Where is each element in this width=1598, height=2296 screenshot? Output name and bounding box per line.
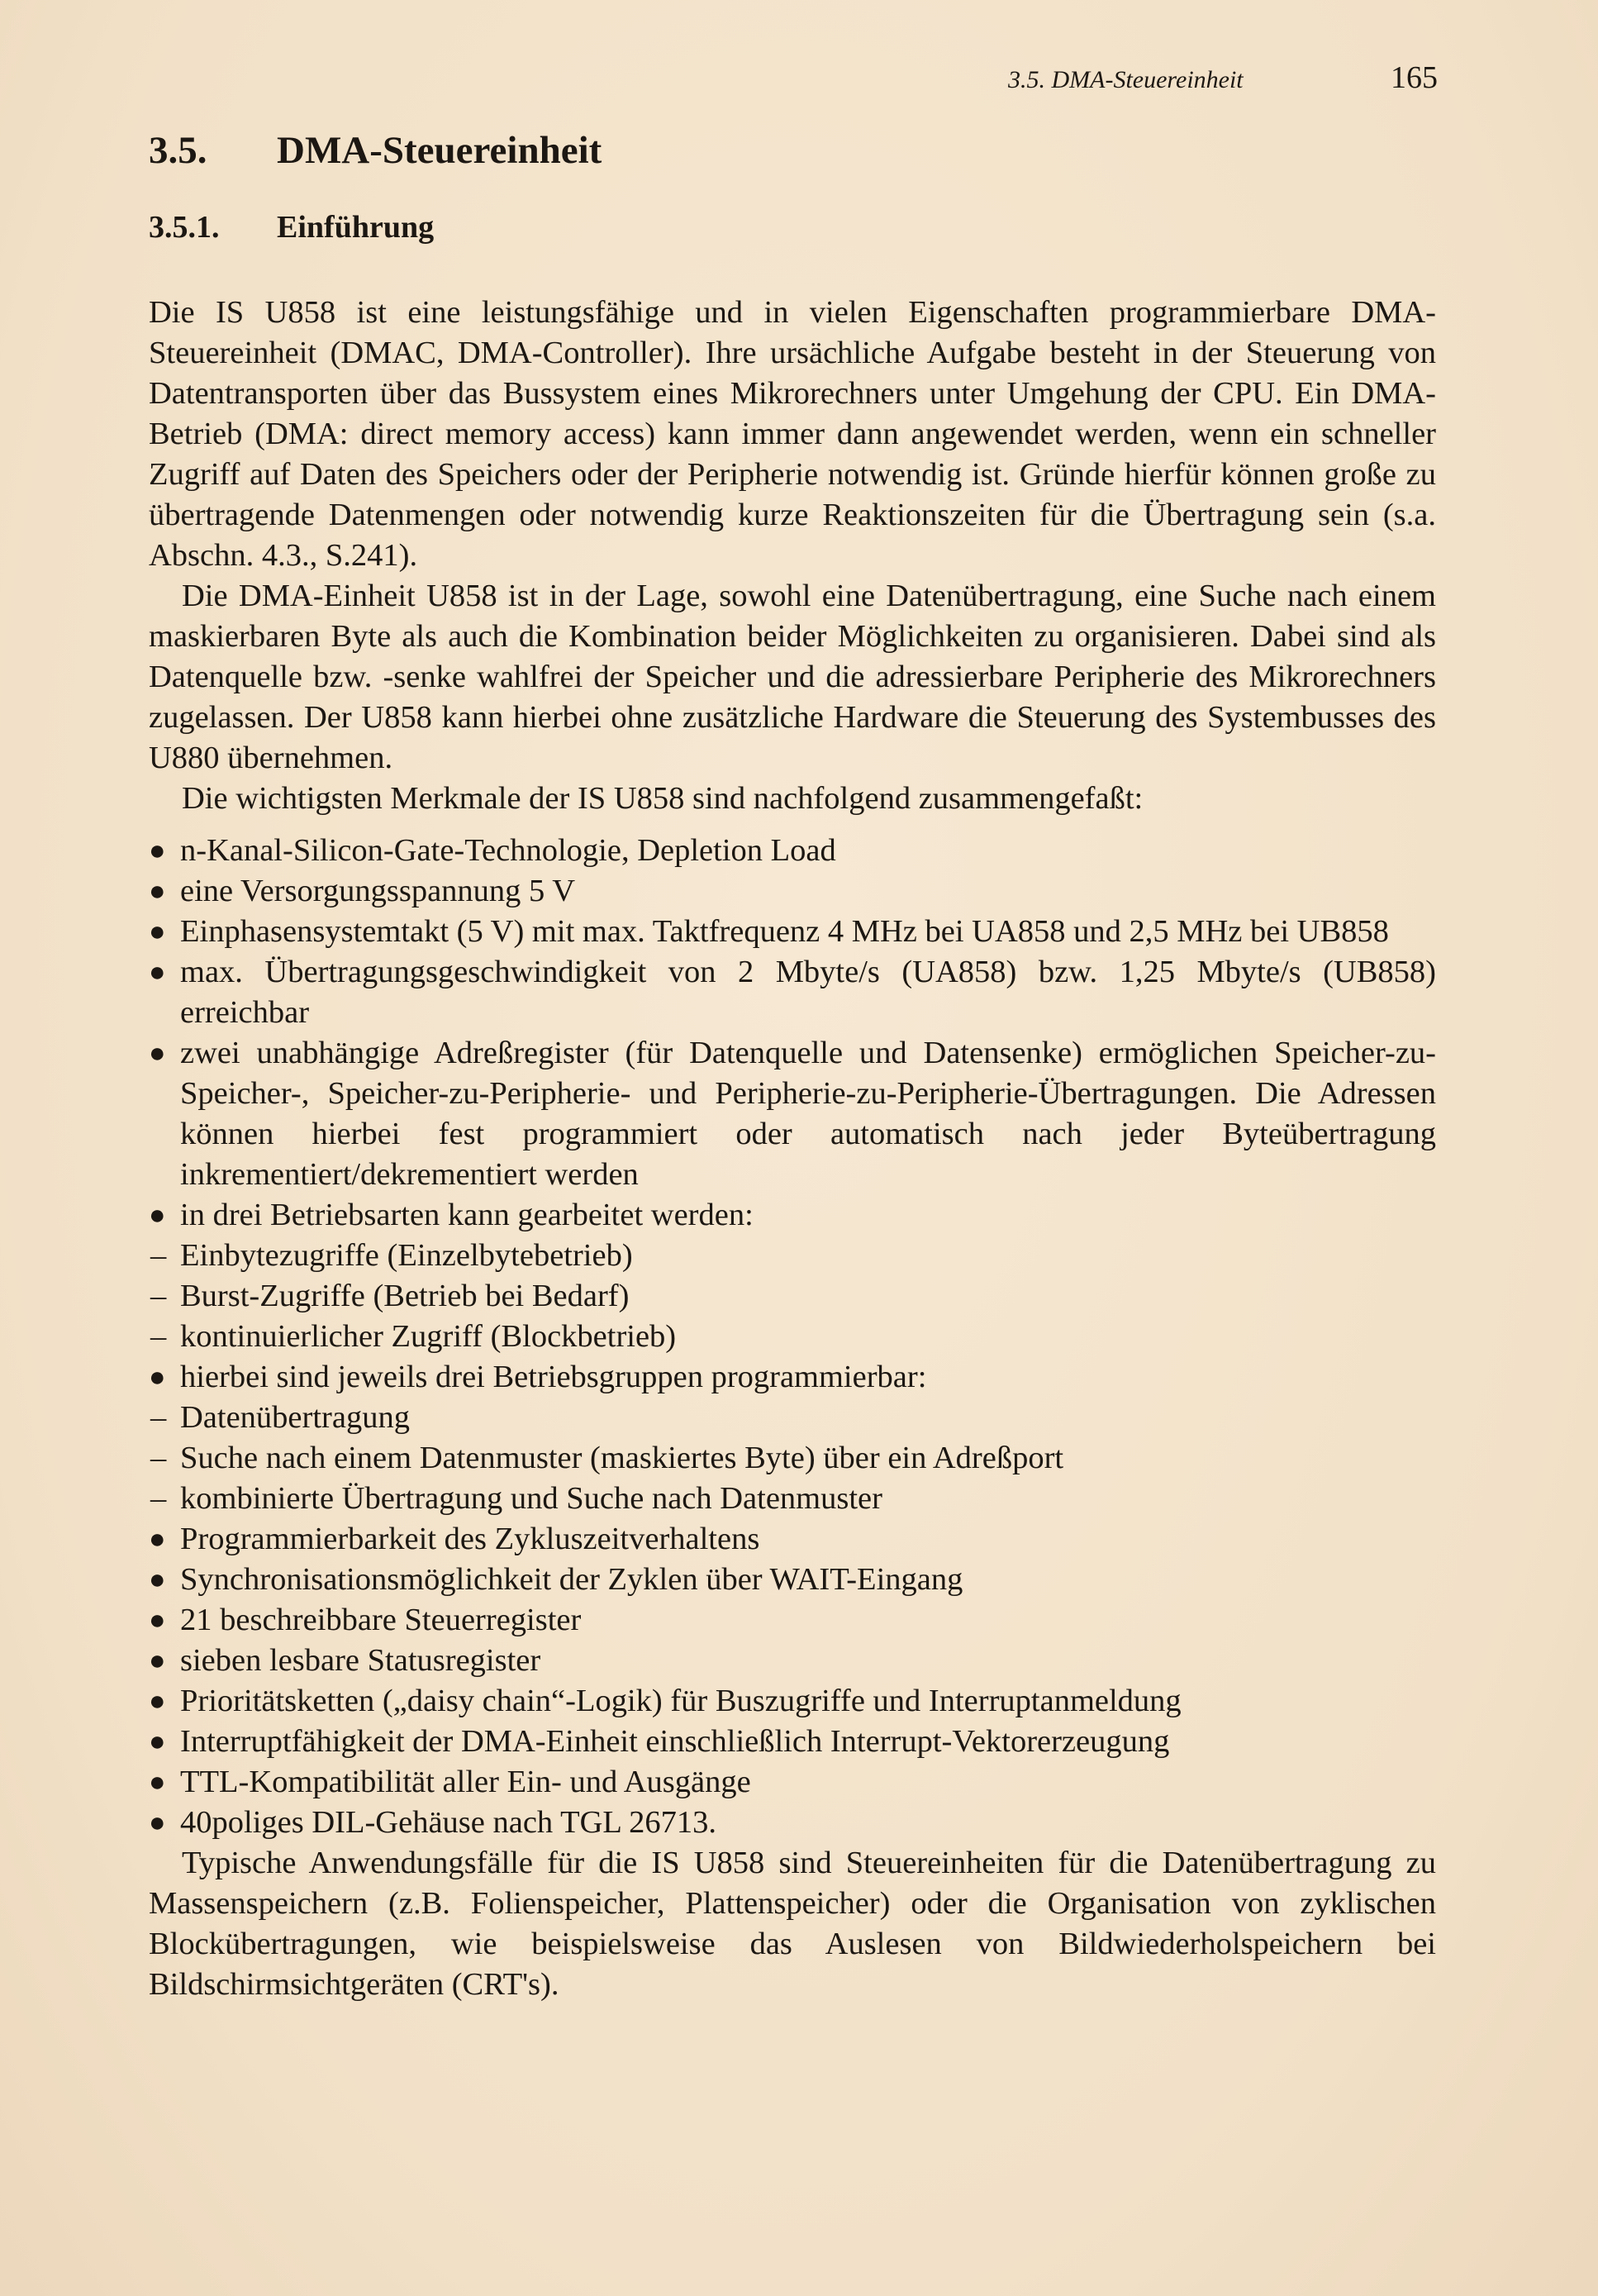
feature-text: Burst-Zugriffe (Betrieb bei Bedarf) — [180, 1279, 630, 1313]
running-title: 3.5. DMA-Steuereinheit — [1008, 66, 1244, 93]
bullet-icon: ● — [149, 1038, 166, 1069]
feature-item — [149, 831, 1436, 871]
bullet-icon: ● — [149, 1767, 166, 1798]
feature-text: kontinuierlicher Zugriff (Blockbetrieb) — [180, 1319, 677, 1354]
bullet-icon: ● — [149, 1362, 166, 1393]
feature-item — [149, 1479, 1436, 1519]
feature-item — [149, 1195, 1436, 1236]
feature-item — [149, 1398, 1436, 1438]
feature-item — [149, 1722, 1436, 1762]
intro-paragraph: Die IS U858 ist eine leistungsfähige und in vielen Eigenschaften programmierbare DMA-Steuereinheit (DMAC, DMA-Controller). Ihre ursächliche Aufgabe besteht in der Steuerung von Datentransporten über das Bussystem eines Mikrorechners unter Umgehung der CPU. Ein DMA-Betrieb (DMA: direct memory access) kann immer dann angewendet werden, wenn ein schneller Zugriff auf Daten des Speichers oder der Peripherie notwendig ist. Gründe hierfür können große zu übertragende Datenmengen oder notwendig kurze Reaktionszeiten für die Übertragung sein (s.a. Abschn. 4.3., S.241). — [149, 295, 1436, 573]
feature-text: Suche nach einem Datenmuster (maskiertes Byte) über ein Adreßport — [180, 1441, 1064, 1475]
feature-text: 40poliges DIL-Gehäuse nach TGL 26713. — [180, 1805, 716, 1840]
feature-text: max. Übertragungsgeschwindigkeit von 2 Mbyte/s (UA858) bzw. 1,25 Mbyte/s (UB858) erreichbar — [180, 955, 1436, 1030]
dash-icon: – — [150, 1481, 167, 1516]
features-intro-paragraph: Die wichtigsten Merkmale der IS U858 sind nachfolgend zusammengefaßt: — [182, 781, 1144, 816]
capabilities-paragraph: Die DMA-Einheit U858 ist in der Lage, sowohl eine Datenübertragung, eine Suche nach einem maskierbaren Byte als auch die Kombination beider Möglichkeiten zu organisieren. Dabei sind als Datenquelle bzw. -senke wahlfrei der Speicher und die adressierbare Peripherie des Mikrorechners zugelassen. Der U858 kann hierbei ohne zusätzliche Hardware die Steuerung des Systembusses des U880 übernehmen. — [149, 579, 1436, 775]
dash-icon: – — [150, 1238, 167, 1273]
feature-text: in drei Betriebsarten kann gearbeitet werden: — [180, 1198, 754, 1232]
feature-text: Interruptfähigkeit der DMA-Einheit einschließlich Interrupt-Vektorerzeugung — [180, 1724, 1170, 1759]
feature-item — [149, 1438, 1436, 1479]
running-header — [1008, 60, 1438, 101]
section-title: DMA-Steuereinheit — [277, 129, 602, 172]
feature-text: sieben lesbare Statusregister — [180, 1643, 541, 1678]
feature-item — [149, 1357, 1436, 1398]
section-heading — [149, 120, 1436, 182]
feature-text: Programmierbarkeit des Zykluszeitverhaltens — [180, 1522, 760, 1556]
feature-item — [149, 1236, 1436, 1276]
feature-text: zwei unabhängige Adreßregister (für Datenquelle und Datensenke) ermöglichen Speicher-zu-Speicher-, Speicher-zu-Peripherie- und Peripherie-zu-Peripherie-Übertragungen. Die Adressen können hierbei fest programmiert oder automatisch nach jeder Byteübertragung inkrementiert/dekrementiert werden — [180, 1036, 1436, 1192]
bullet-icon: ● — [149, 917, 166, 947]
bullet-icon: ● — [149, 1727, 166, 1757]
bullet-icon: ● — [149, 1524, 166, 1555]
feature-item — [149, 1762, 1436, 1803]
page-number: 165 — [1391, 60, 1438, 95]
feature-text: TTL-Kompatibilität aller Ein- und Ausgänge — [180, 1765, 751, 1799]
feature-text: Synchronisationsmöglichkeit der Zyklen über WAIT-Eingang — [180, 1562, 963, 1597]
dash-icon: – — [150, 1319, 167, 1354]
feature-text: hierbei sind jeweils drei Betriebsgruppen programmierbar: — [180, 1360, 927, 1394]
feature-text: Prioritätsketten („daisy chain“-Logik) für Buszugriffe und Interruptanmeldung — [180, 1684, 1182, 1718]
subsection-heading — [149, 182, 1436, 273]
feature-text: 21 beschreibbare Steuerregister — [180, 1603, 582, 1637]
bullet-icon: ● — [149, 1808, 166, 1838]
dash-icon: – — [150, 1279, 167, 1313]
feature-text: Datenübertragung — [180, 1400, 410, 1435]
bullet-icon: ● — [149, 1605, 166, 1636]
subsection-number: 3.5.1. — [149, 210, 220, 245]
feature-item — [149, 871, 1436, 912]
feature-item — [149, 1519, 1436, 1560]
bullet-icon: ● — [149, 1565, 166, 1595]
feature-item — [149, 912, 1436, 952]
feature-item — [149, 1317, 1436, 1357]
dash-icon: – — [150, 1441, 167, 1475]
page-content — [149, 120, 1436, 2005]
bullet-icon: ● — [149, 1200, 166, 1231]
feature-item — [149, 1803, 1436, 1843]
closing-paragraph: Typische Anwendungsfälle für die IS U858 sind Steuereinheiten für die Datenübertragung zu Massenspeichern (z.B. Folienspeicher, Plattenspeicher) oder die Organisation von zyklischen Blockübertragungen, wie beispielsweise das Auslesen von Bildwiederholspeichern bei Bildschirmsichtgeräten (CRT's). — [149, 1846, 1436, 2002]
bullet-icon: ● — [149, 1646, 166, 1676]
subsection-title: Einführung — [277, 210, 435, 245]
feature-item — [149, 1560, 1436, 1600]
feature-item — [149, 1276, 1436, 1317]
feature-text: kombinierte Übertragung und Suche nach Datenmuster — [180, 1481, 882, 1516]
feature-text: n-Kanal-Silicon-Gate-Technologie, Depletion Load — [180, 833, 836, 868]
bullet-icon: ● — [149, 1686, 166, 1717]
feature-item — [149, 1641, 1436, 1681]
feature-text: eine Versorgungsspannung 5 V — [180, 874, 576, 908]
feature-text: Einphasensystemtakt (5 V) mit max. Taktfrequenz 4 MHz bei UA858 und 2,5 MHz bei UB858 — [180, 914, 1389, 949]
bullet-icon: ● — [149, 957, 166, 988]
feature-text: Einbytezugriffe (Einzelbytebetrieb) — [180, 1238, 633, 1273]
section-number: 3.5. — [149, 129, 207, 172]
bullet-icon: ● — [149, 836, 166, 866]
feature-item — [149, 952, 1436, 1033]
feature-list — [149, 831, 1436, 1843]
dash-icon: – — [150, 1400, 167, 1435]
bullet-icon: ● — [149, 876, 166, 907]
feature-item — [149, 1681, 1436, 1722]
feature-item — [149, 1033, 1436, 1195]
feature-item — [149, 1600, 1436, 1641]
